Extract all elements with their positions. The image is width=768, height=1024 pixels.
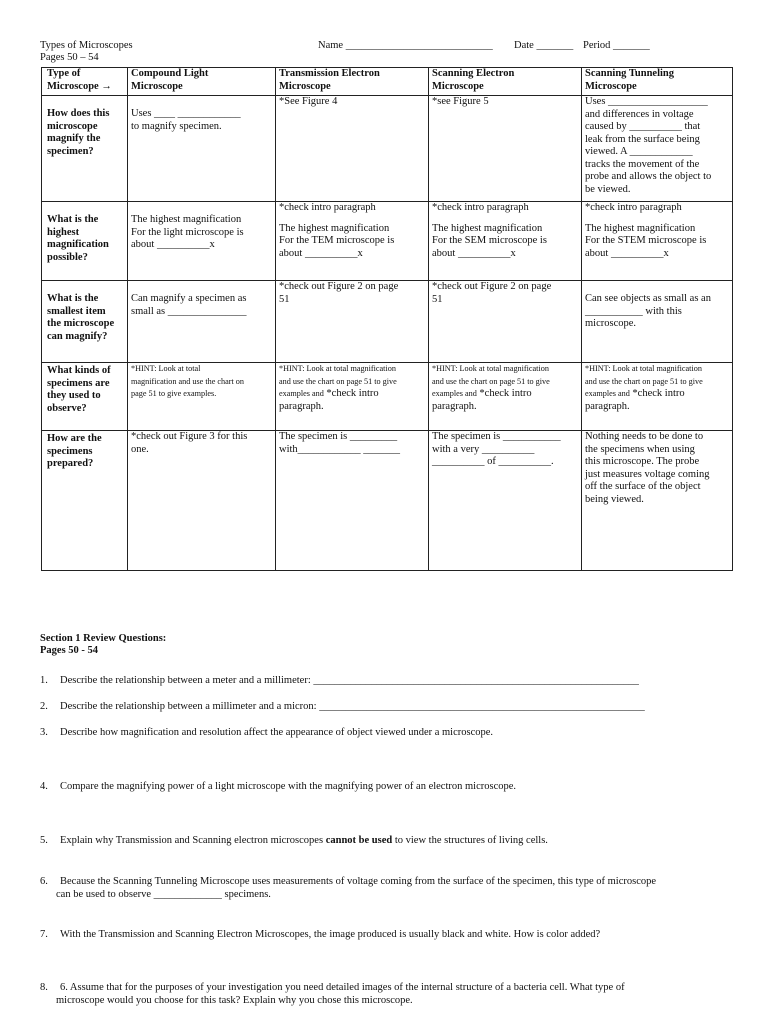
column-header-scanning-electron <box>429 68 582 96</box>
cell-line: Uses ____ ____________ <box>131 108 241 119</box>
cell-line: The highest magnification <box>131 214 242 225</box>
row-header-line: What is the <box>47 293 99 304</box>
table-cell <box>582 96 733 202</box>
question-1 <box>40 675 730 688</box>
cell-line: 51 <box>432 293 443 305</box>
table-cell <box>276 431 429 571</box>
cell-line: small as _______________ <box>131 305 247 317</box>
row-header-line: observe? <box>47 402 87 414</box>
hint-line: *check intro <box>326 388 379 399</box>
blank-line <box>279 215 425 223</box>
cell-line: and differences in voltage <box>585 108 694 120</box>
cell-line: For the TEM microscope is <box>279 235 395 246</box>
table-cell <box>429 431 582 571</box>
table-cell <box>128 363 276 431</box>
row-header-line: microscope <box>47 120 98 132</box>
hint-line: paragraph. <box>585 400 630 412</box>
row-header-smallest-item <box>42 281 128 363</box>
question-text: Explain why Transmission and Scanning electron microscopes <box>60 835 326 846</box>
column-header-line: Scanning Electron <box>432 68 515 79</box>
cell-line: The highest magnification <box>279 222 390 234</box>
corner-line-2: Microscope <box>47 80 99 92</box>
cell-line: 51 <box>279 293 290 305</box>
cell-line: *see Figure 5 <box>432 96 489 107</box>
hint-line: page 51 to give examples. <box>131 389 217 398</box>
corner-line-1: Type of <box>47 68 81 79</box>
table-cell <box>128 431 276 571</box>
cell-line: probe and allows the object to <box>585 171 712 182</box>
cell-line: For the SEM microscope is <box>432 235 547 246</box>
cell-line: to magnify specimen. <box>131 120 222 132</box>
question-4 <box>40 781 730 794</box>
cell-line: The specimen is ___________ <box>432 431 561 442</box>
question-text: Because the Scanning Tunneling Microscope uses measurements of voltage coming from the surface of the specimen, this type of microscope <box>60 876 657 887</box>
column-header-line: Microscope <box>279 80 331 92</box>
cell-line: The specimen is _________ <box>279 431 398 442</box>
question-number: 7. <box>40 929 48 940</box>
column-header-scanning-tunneling <box>582 68 733 96</box>
table-cell <box>429 363 582 431</box>
column-header-line: Microscope <box>585 80 637 92</box>
table-cell <box>276 363 429 431</box>
blank-line <box>131 96 272 108</box>
table-row <box>42 363 733 431</box>
row-header-line: prepared? <box>47 458 94 469</box>
table-row <box>42 202 733 281</box>
cell-line: *check intro paragraph <box>279 202 376 213</box>
cell-line: microscope. <box>585 318 637 329</box>
question-number: 8. <box>40 982 48 993</box>
cell-line: about __________x <box>432 247 516 259</box>
table-cell <box>276 281 429 363</box>
table-row <box>42 431 733 571</box>
hint-line: *HINT: Look at total <box>131 364 201 373</box>
review-section-title: Section 1 Review Questions: <box>40 633 167 644</box>
question-continuation: can be used to observe _____________ specimens. <box>56 888 271 900</box>
table-cell <box>582 363 733 431</box>
question-number: 3. <box>40 727 48 738</box>
question-number: 4. <box>40 781 48 792</box>
cell-line: *check out Figure 2 on page <box>432 281 552 292</box>
question-continuation: microscope would you choose for this task? Explain why you chose this microscope. <box>56 994 413 1006</box>
cell-line: the specimens when using <box>585 443 695 455</box>
hint-line: paragraph. <box>279 400 324 412</box>
blank-line <box>131 281 272 293</box>
cell-line: being viewed. <box>585 493 644 505</box>
question-8 <box>40 982 730 1007</box>
cell-line: For the light microscope is <box>131 226 244 238</box>
worksheet-title: Types of Microscopes <box>40 40 133 51</box>
row-header-line: specimens <box>47 445 93 457</box>
table-cell <box>276 96 429 202</box>
row-header-line: How are the <box>47 433 102 444</box>
cell-line: with____________ _______ <box>279 443 401 455</box>
microscope-comparison-table <box>41 67 733 571</box>
table-cell <box>429 281 582 363</box>
cell-line: this microscope. The probe <box>585 456 700 467</box>
table-row <box>42 96 733 202</box>
hint-line: *HINT: Look at total magnification <box>279 364 396 373</box>
hint-line: *HINT: Look at total magnification <box>585 364 702 373</box>
cell-line: one. <box>131 443 149 455</box>
column-header-line: Microscope <box>432 80 484 92</box>
table-cell <box>582 281 733 363</box>
row-header-specimen-kinds <box>42 363 128 431</box>
table-cell <box>128 96 276 202</box>
question-number: 2. <box>40 701 48 712</box>
column-header-transmission-electron <box>276 68 429 96</box>
cell-line: ___________ with this <box>585 305 682 317</box>
row-header-line: magnify the <box>47 133 101 144</box>
question-text: Compare the magnifying power of a light microscope with the magnifying power of an electron microscope. <box>60 781 517 792</box>
cell-line: Uses ___________________ <box>585 96 708 107</box>
hint-line: examples and <box>432 389 477 398</box>
question-2 <box>40 701 730 714</box>
row-header-line: smallest item <box>47 305 106 317</box>
blank-line <box>131 202 272 214</box>
cell-line: caused by __________ that <box>585 121 701 132</box>
table-cell <box>128 202 276 281</box>
hint-line: *check intro <box>632 388 685 399</box>
row-header-line: specimen? <box>47 145 94 157</box>
cell-line: For the STEM microscope is <box>585 235 707 246</box>
corner-header <box>42 68 128 96</box>
row-header-line: the microscope <box>47 318 115 329</box>
cell-line: about __________x <box>585 247 669 259</box>
table-header-row <box>42 68 733 96</box>
hint-line: and use the chart on page 51 to give <box>279 376 397 386</box>
hint-line: examples and <box>585 389 630 398</box>
cell-line: just measures voltage coming <box>585 468 710 480</box>
review-section-pages: Pages 50 - 54 <box>40 645 99 656</box>
cell-line: *See Figure 4 <box>279 96 338 107</box>
cell-line: with a very __________ <box>432 443 535 455</box>
row-header-line: How does this <box>47 108 110 119</box>
row-header-line: magnification <box>47 239 109 250</box>
blank-line <box>585 281 729 293</box>
cell-line: *check out Figure 2 on page <box>279 281 399 292</box>
cell-line: about __________x <box>279 247 363 259</box>
hint-line: *check intro <box>479 388 532 399</box>
row-header-line: possible? <box>47 251 88 263</box>
row-header-line: can magnify? <box>47 330 108 342</box>
question-text: 6. Assume that for the purposes of your investigation you need detailed images of the internal structure of a bacteria cell. What type of <box>60 982 625 993</box>
row-header-line: specimens are <box>47 377 110 389</box>
hint-line: *HINT: Look at total magnification <box>432 364 549 373</box>
row-header-line: What is the <box>47 214 99 225</box>
hint-line: examples and <box>279 389 324 398</box>
row-header-line: highest <box>47 226 80 238</box>
cell-line: Nothing needs to be done to <box>585 431 704 442</box>
cell-line: The highest magnification <box>585 222 696 234</box>
column-header-line: Transmission Electron <box>279 68 380 79</box>
question-5 <box>40 835 730 848</box>
question-emphasis: cannot be used <box>325 835 393 846</box>
row-header-line: What kinds of <box>47 365 111 376</box>
question-text: Describe the relationship between a millimeter and a micron: ______________________________________________________________ <box>60 701 645 712</box>
arrow-right-icon: → <box>101 80 112 92</box>
date-field: Date _______ <box>514 40 574 51</box>
table-cell <box>128 281 276 363</box>
table-cell <box>429 202 582 281</box>
row-header-highest-magnification <box>42 202 128 281</box>
name-field: Name ____________________________ <box>318 40 493 51</box>
cell-line: about __________x <box>131 239 215 250</box>
cell-line: The highest magnification <box>432 222 543 234</box>
cell-line: Can magnify a specimen as <box>131 293 247 304</box>
page-range: Pages 50 – 54 <box>40 52 99 63</box>
column-header-line: Scanning Tunneling <box>585 68 675 79</box>
column-header-line: Compound Light <box>131 68 209 79</box>
question-number: 1. <box>40 675 48 686</box>
question-text: to view the structures of living cells. <box>392 835 548 846</box>
question-6 <box>40 876 730 901</box>
table-cell <box>276 202 429 281</box>
table-cell <box>582 202 733 281</box>
question-number: 5. <box>40 835 48 846</box>
table-row <box>42 281 733 363</box>
cell-line: tracks the movement of the <box>585 158 700 170</box>
cell-line: be viewed. <box>585 183 631 195</box>
cell-line: viewed. A ____________ <box>585 146 693 157</box>
question-number: 6. <box>40 876 48 887</box>
column-header-line: Microscope <box>131 80 183 92</box>
hint-line: and use the chart on page 51 to give <box>432 376 550 386</box>
row-header-how-magnify <box>42 96 128 202</box>
cell-line: *check out Figure 3 for this <box>131 431 248 442</box>
cell-line: leak from the surface being <box>585 133 700 145</box>
hint-line: paragraph. <box>432 400 477 412</box>
cell-line: *check intro paragraph <box>432 202 529 213</box>
row-header-specimen-prep <box>42 431 128 571</box>
question-text: Describe the relationship between a meter and a millimeter: ______________________________________________________________ <box>60 675 639 686</box>
period-field: Period _______ <box>583 40 650 51</box>
hint-line: magnification and use the chart on <box>131 376 244 386</box>
question-text: Describe how magnification and resolution affect the appearance of object viewed under a microscope. <box>60 727 494 738</box>
table-cell <box>429 96 582 202</box>
hint-line: and use the chart on page 51 to give <box>585 376 703 386</box>
question-text: With the Transmission and Scanning Electron Microscopes, the image produced is usually black and white. How is color added? <box>60 929 601 940</box>
cell-line: Can see objects as small as an <box>585 293 711 304</box>
column-header-compound-light <box>128 68 276 96</box>
cell-line: off the surface of the object <box>585 481 701 492</box>
row-header-line: they used to <box>47 390 101 401</box>
blank-line <box>585 215 729 223</box>
question-3 <box>40 727 730 740</box>
cell-line: __________ of __________. <box>432 456 554 467</box>
table-cell <box>582 431 733 571</box>
question-7 <box>40 929 730 942</box>
cell-line: *check intro paragraph <box>585 202 682 213</box>
blank-line <box>432 215 578 223</box>
